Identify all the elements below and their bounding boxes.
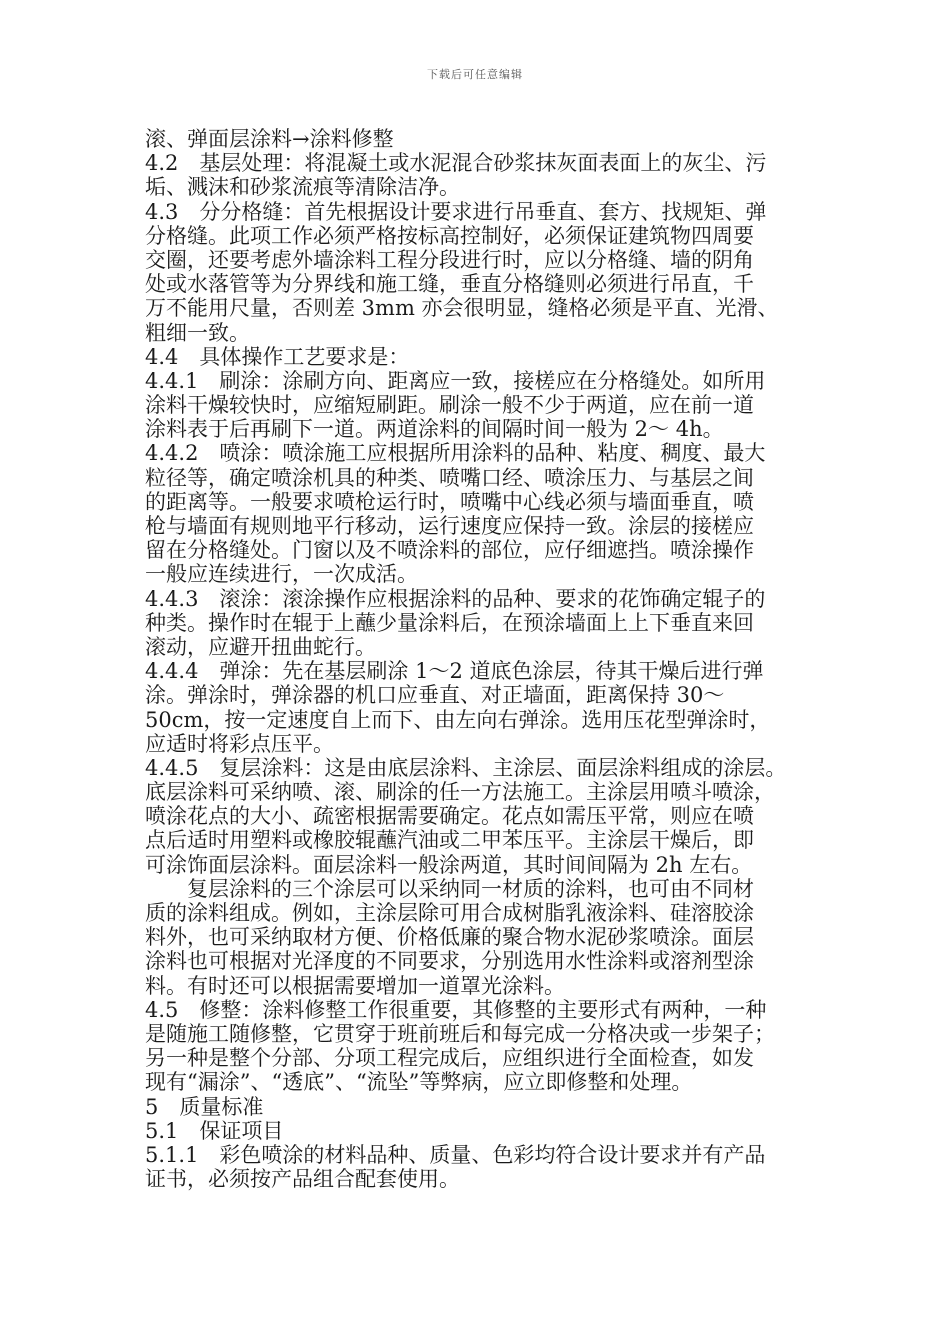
text-line: 4.2 基层处理：将混凝土或水泥混合砂浆抹灰面表面上的灰尘、污 [145,151,767,176]
text-line: 应适时将彩点压平。 [145,731,334,756]
text-line: 4.4.3 滚涂：滚涂操作应根据涂料的品种、要求的花饰确定辊子的 [145,586,766,611]
text-line: 4.5 修整：涂料修整工作很重要，其修整的主要形式有两种，一种 [145,997,767,1022]
text-line: 底层涂料可采纳喷、滚、刷涂的任一方法施工。主涂层用喷斗喷涂， [145,780,775,805]
text-line: 粗细一致。 [145,320,250,345]
text-line: 涂。弹涂时，弹涂器的机口应垂直、对正墙面，距离保持 30～ [145,683,725,708]
document-body [145,127,825,1191]
text-line: 涂料也可根据对光泽度的不同要求，分别选用水性涂料或溶剂型涂 [145,949,754,974]
text-line-indented: 复层涂料的三个涂层可以采纳同一材质的涂料，也可由不同材 [187,876,754,901]
text-line: 4.4.4 弹涂：先在基层刷涂 1～2 道底色涂层，待其干燥后进行弹 [145,659,764,684]
text-line: 另一种是整个分部、分项工程完成后，应组织进行全面检查，如发 [145,1046,754,1071]
text-line: 种类。操作时在辊于上蘸少量涂料后，在预涂墙面上上下垂直来回 [145,610,754,635]
text-line: 的距离等。一般要求喷枪运行时，喷嘴中心线必须与墙面垂直，喷 [145,489,754,514]
text-line: 4.4.5 复层涂料：这是由底层涂料、主涂层、面层涂料组成的涂层。 [145,755,787,780]
section-heading: 5 质量标准 [145,1094,264,1119]
text-line: 是随施工随修整，它贯穿于班前班后和每完成一分格决或一步架子； [145,1021,775,1046]
text-line: 处或水落管等为分界线和施工缝，垂直分格缝则必须进行吊直，千 [145,272,754,297]
text-line: 4.4.2 喷涂：喷涂施工应根据所用涂料的品种、粘度、稠度、最大 [145,441,766,466]
text-line: 涂料干燥较快时，应缩短刷距。刷涂一般不少于两道，应在前一道 [145,393,754,418]
text-line: 垢、溅沫和砂浆流痕等清除洁净。 [145,175,460,200]
text-line: 一般应连续进行，一次成活。 [145,562,418,587]
text-line: 可涂饰面层涂料。面层涂料一般涂两道，其时间间隔为 2h 左右。 [145,852,753,877]
text-line: 证书，必须按产品组合配套使用。 [145,1167,460,1192]
text-line: 4.4.1 刷涂：涂刷方向、距离应一致，接槎应在分格缝处。如所用 [145,368,766,393]
page-header-note: 下载后可任意编辑 [427,68,523,81]
text-line: 粒径等，确定喷涂机具的种类、喷嘴口经、喷涂压力、与基层之间 [145,465,754,490]
text-line: 料外，也可采纳取材方便、价格低廉的聚合物水泥砂浆喷涂。面层 [145,925,754,950]
text-line: 点后适时用塑料或橡胶辊蘸汽油或二甲苯压平。主涂层干燥后，即 [145,828,754,853]
text-line: 质的涂料组成。例如，主涂层除可用合成树脂乳液涂料、硅溶胶涂 [145,901,754,925]
text-line: 枪与墙面有规则地平行移动，运行速度应保持一致。涂层的接槎应 [145,514,754,538]
text-line: 分格缝。此项工作必须严格按标高控制好，必须保证建筑物四周要 [145,223,754,248]
text-line: 涂料表于后再刷下一道。两道涂料的间隔时间一般为 2～ 4h。 [145,417,724,442]
text-line: 留在分格缝处。门窗以及不喷涂料的部位，应仔细遮挡。喷涂操作 [145,538,754,563]
text-line: 料。有时还可以根据需要增加一道罩光涂料。 [145,973,565,998]
text-line: 50cm，按一定速度自上而下、由左向右弹涂。选用压花型弹涂时， [145,707,771,732]
text-line: 滚动，应避开扭曲蛇行。 [145,634,376,659]
text-line: 交圈，还要考虑外墙涂料工程分段进行时，应以分格缝、墙的阴角 [145,247,754,272]
text-line: 4.4 具体操作工艺要求是： [145,344,410,369]
text-line: 万不能用尺量，否则差 3mm 亦会很明显，缝格必须是平直、光滑、 [145,296,779,321]
text-line: 滚、弹面层涂料→涂料修整 [145,127,394,151]
text-line: 现有“漏涂”、“透底”、“流坠”等弊病，应立即修整和处理。 [145,1070,693,1095]
text-line: 5.1.1 彩色喷涂的材料品种、质量、色彩均符合设计要求并有产品 [145,1142,766,1167]
text-line: 4.3 分分格缝：首先根据设计要求进行吊垂直、套方、找规矩、弹 [145,199,767,224]
text-line: 喷涂花点的大小、疏密根据需要确定。花点如需压平常，则应在喷 [145,804,754,829]
subsection-heading: 5.1 保证项目 [145,1118,284,1143]
